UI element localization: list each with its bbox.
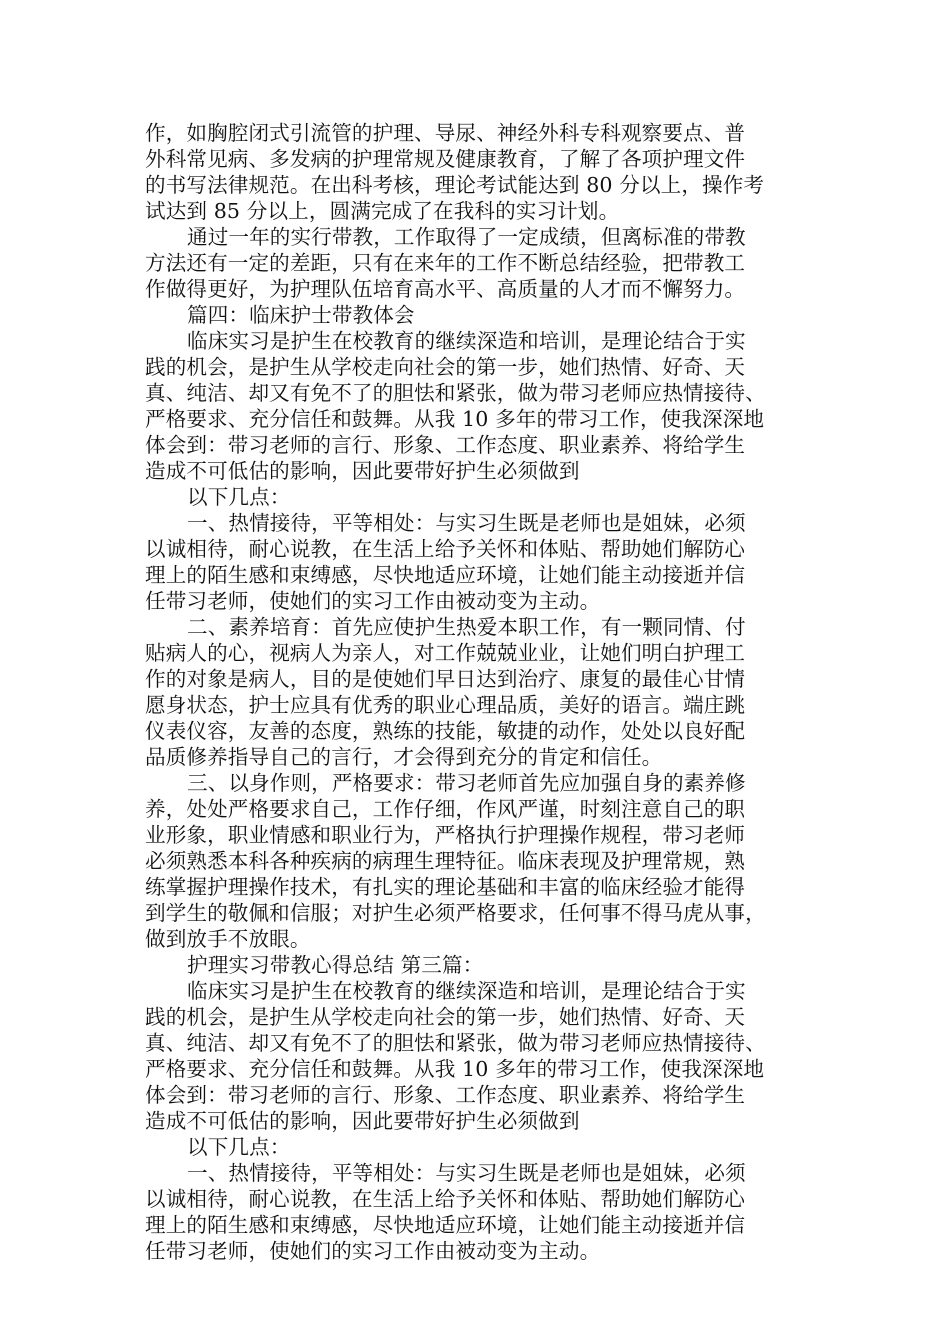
- paragraph-line: 养，处处严格要求自己，工作仔细，作风严谨，时刻注意自己的职: [145, 797, 746, 821]
- paragraph-line: 外科常见病、多发病的护理常规及健康教育，了解了各项护理文件: [145, 147, 746, 171]
- paragraph-line: 理上的陌生感和束缚感，尽快地适应环境，让她们能主动接逝并信: [145, 563, 746, 587]
- paragraph-line: 造成不可低估的影响，因此要带好护生必须做到: [145, 1109, 580, 1133]
- paragraph-first-line: 临床实习是护生在校教育的继续深造和培训，是理论结合于实: [187, 329, 746, 353]
- paragraph-first-line: 篇四：临床护士带教体会: [187, 303, 415, 327]
- paragraph-line: 体会到：带习老师的言行、形象、工作态度、职业素养、将给学生: [145, 433, 746, 457]
- paragraph-line: 真、纯洁、却又有免不了的胆怯和紧张，做为带习老师应热情接待、: [145, 381, 766, 405]
- paragraph-line: 理上的陌生感和束缚感，尽快地适应环境，让她们能主动接逝并信: [145, 1213, 746, 1237]
- paragraph-first-line: 以下几点：: [187, 1135, 291, 1159]
- paragraph-line: 愿身状态，护士应具有优秀的职业心理品质，美好的语言。端庄跳: [145, 693, 746, 717]
- paragraph-first-line: 以下几点：: [187, 485, 291, 509]
- paragraph-line: 的书写法律规范。在出科考核，理论考试能达到 80 分以上，操作考: [145, 173, 765, 197]
- paragraph-line: 体会到：带习老师的言行、形象、工作态度、职业素养、将给学生: [145, 1083, 746, 1107]
- paragraph-line: 贴病人的心，视病人为亲人，对工作兢兢业业，让她们明白护理工: [145, 641, 746, 665]
- paragraph-first-line: 三、以身作则，严格要求：带习老师首先应加强自身的素养修: [187, 771, 746, 795]
- paragraph-line: 以诚相待，耐心说教，在生活上给予关怀和体贴、帮助她们解防心: [145, 1187, 746, 1211]
- paragraph-first-line: 临床实习是护生在校教育的继续深造和培训，是理论结合于实: [187, 979, 746, 1003]
- paragraph-line: 践的机会，是护生从学校走向社会的第一步，她们热情、好奇、天: [145, 355, 746, 379]
- paragraph-line: 必须熟悉本科各种疾病的病理生理特征。临床表现及护理常规，熟: [145, 849, 746, 873]
- paragraph-first-line: 二、素养培育：首先应使护生热爱本职工作，有一颗同情、付: [187, 615, 746, 639]
- paragraph-line: 仪表仪容，友善的态度，熟练的技能，敏捷的动作，处处以良好配: [145, 719, 746, 743]
- paragraph-line: 作的对象是病人，目的是使她们早日达到治疗、康复的最佳心甘情: [145, 667, 746, 691]
- paragraph-line: 练掌握护理操作技术，有扎实的理论基础和丰富的临床经验才能得: [145, 875, 746, 899]
- paragraph-line: 践的机会，是护生从学校走向社会的第一步，她们热情、好奇、天: [145, 1005, 746, 1029]
- paragraph-line: 以诚相待，耐心说教，在生活上给予关怀和体贴、帮助她们解防心: [145, 537, 746, 561]
- paragraph-line: 作做得更好，为护理队伍培育高水平、高质量的人才而不懈努力。: [145, 277, 746, 301]
- paragraph-line: 做到放手不放眼。: [145, 927, 311, 951]
- paragraph-line: 造成不可低估的影响，因此要带好护生必须做到: [145, 459, 580, 483]
- paragraph-first-line: 通过一年的实行带教，工作取得了一定成绩，但离标准的带教: [187, 225, 746, 249]
- paragraph-line: 到学生的敬佩和信服；对护生必须严格要求，任何事不得马虎从事，: [145, 901, 766, 925]
- paragraph-first-line: 一、热情接待，平等相处：与实习生既是老师也是姐妹，必须: [187, 511, 746, 535]
- paragraph-line: 任带习老师，使她们的实习工作由被动变为主动。: [145, 1239, 601, 1263]
- paragraph-first-line: 一、热情接待，平等相处：与实习生既是老师也是姐妹，必须: [187, 1161, 746, 1185]
- paragraph-line: 方法还有一定的差距，只有在来年的工作不断总结经验，把带教工: [145, 251, 746, 275]
- paragraph-line: 严格要求、充分信任和鼓舞。从我 10 多年的带习工作，使我深深地: [145, 1057, 765, 1081]
- document-body: [145, 120, 807, 1264]
- paragraph-line: 严格要求、充分信任和鼓舞。从我 10 多年的带习工作，使我深深地: [145, 407, 765, 431]
- paragraph-line: 品质修养指导自己的言行，才会得到充分的肯定和信任。: [145, 745, 663, 769]
- paragraph-line: 业形象，职业情感和职业行为，严格执行护理操作规程，带习老师: [145, 823, 746, 847]
- paragraph-line: 任带习老师，使她们的实习工作由被动变为主动。: [145, 589, 601, 613]
- paragraph-line: 真、纯洁、却又有免不了的胆怯和紧张，做为带习老师应热情接待、: [145, 1031, 766, 1055]
- paragraph-first-line: 护理实习带教心得总结 第三篇：: [187, 953, 484, 977]
- paragraph-line: 试达到 85 分以上，圆满完成了在我科的实习计划。: [145, 199, 620, 223]
- paragraph-line: 作，如胸腔闭式引流管的护理、导尿、神经外科专科观察要点、普: [145, 121, 746, 145]
